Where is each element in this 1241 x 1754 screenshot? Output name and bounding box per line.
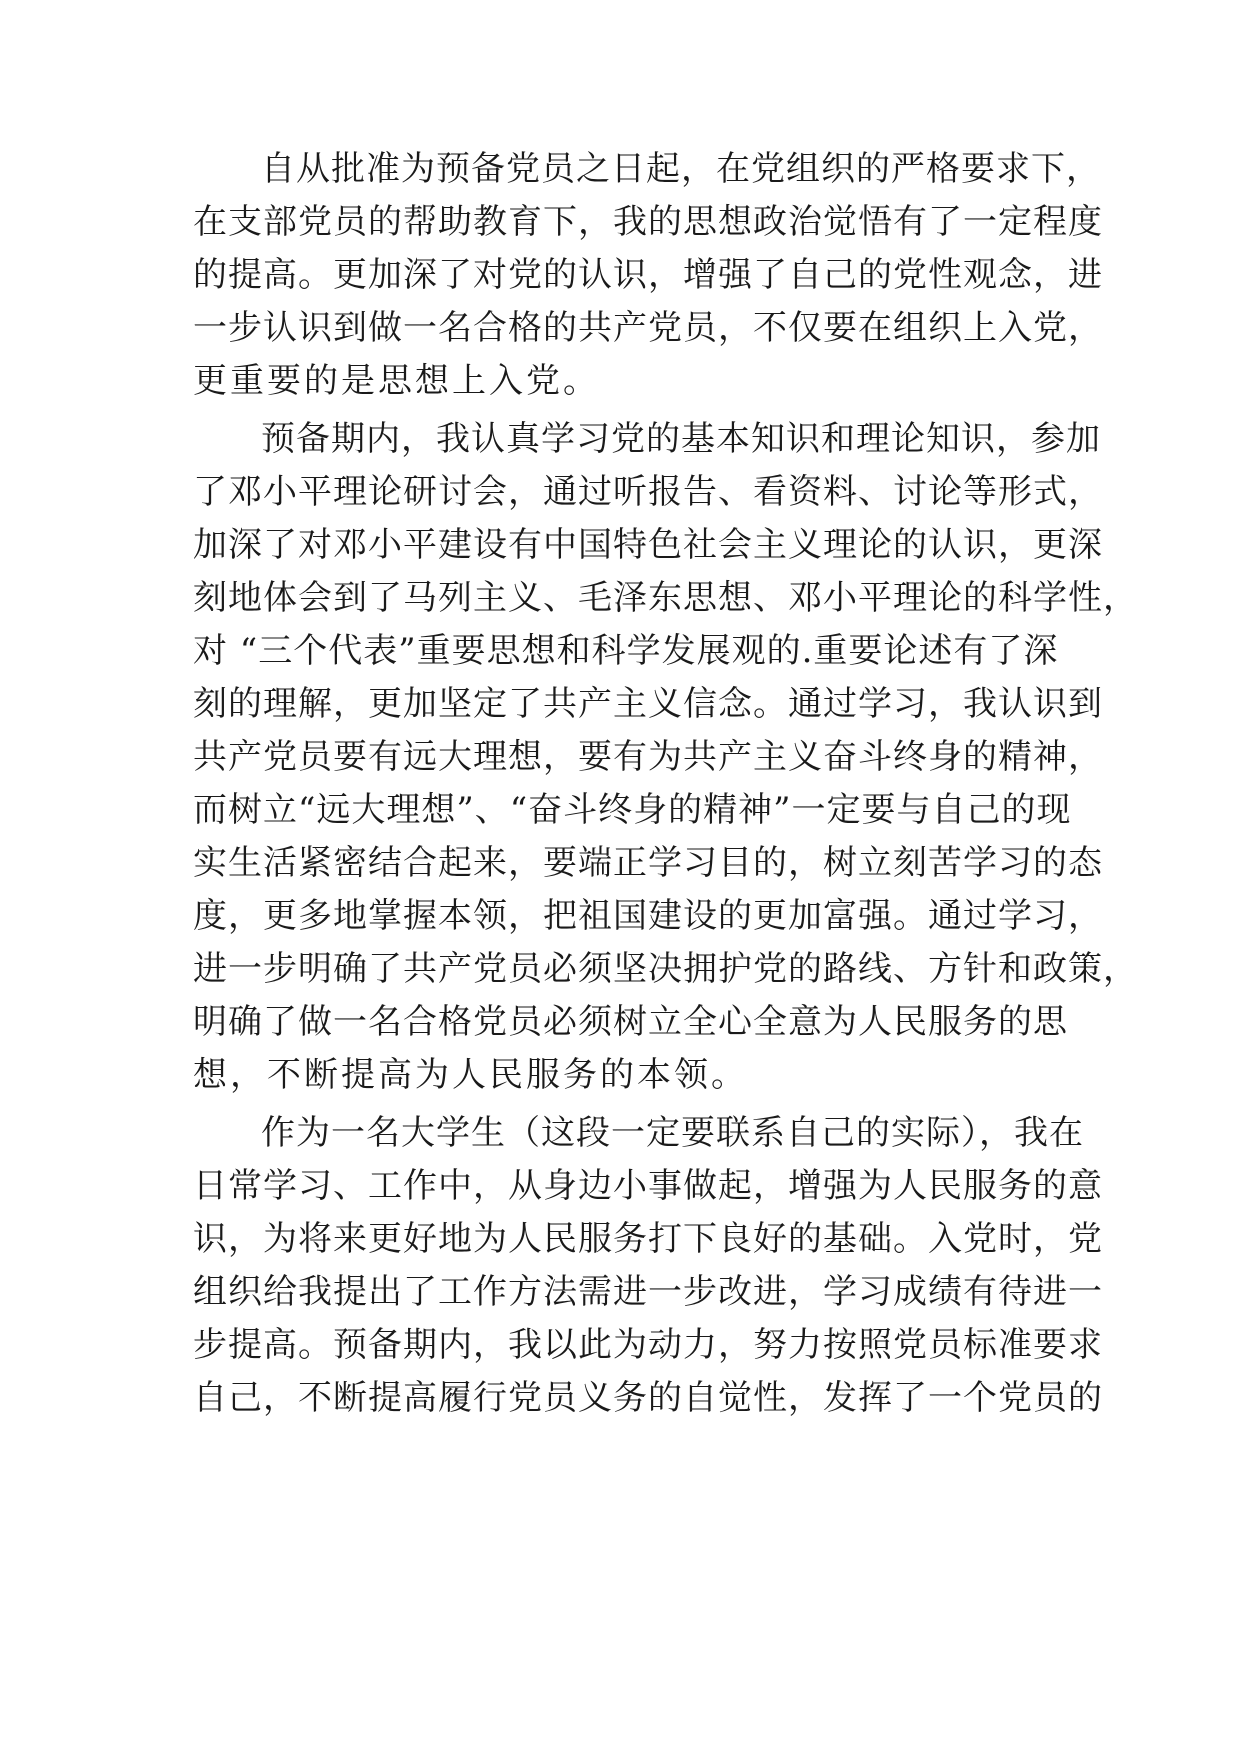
text-line: 进一步明确了共产党员必须坚决拥护党的路线、方针和政策， bbox=[193, 949, 1138, 989]
text-line: 明确了做一名合格党员必须树立全心全意为人民服务的思 bbox=[193, 1002, 1068, 1042]
text-line: 一步认识到做一名合格的共产党员，不仅要在组织上入党， bbox=[193, 308, 1103, 348]
text-line: 日常学习、工作中，从身边小事做起，增强为人民服务的意 bbox=[193, 1166, 1103, 1206]
text-line: 组织给我提出了工作方法需进一步改进，学习成绩有待进一 bbox=[193, 1272, 1103, 1312]
text-line: 了邓小平理论研讨会，通过听报告、看资料、讨论等形式， bbox=[193, 472, 1103, 512]
text-line: 的提高。更加深了对党的认识，增强了自己的党性观念，进 bbox=[193, 255, 1103, 295]
text-line: 更重要的是思想上入党。 bbox=[193, 361, 600, 401]
text-line: 而树立“远大理想”、“奋斗终身的精神”一定要与自己的现 bbox=[193, 790, 1072, 830]
text-line: 度，更多地掌握本领，把祖国建设的更加富强。通过学习， bbox=[193, 896, 1103, 936]
text-line: 加深了对邓小平建设有中国特色社会主义理论的认识，更深 bbox=[193, 525, 1103, 565]
text-line: 自己，不断提高履行党员义务的自觉性，发挥了一个党员的 bbox=[193, 1378, 1103, 1418]
text-line: 预备期内，我认真学习党的基本知识和理论知识，参加 bbox=[261, 419, 1101, 459]
text-line: 刻的理解，更加坚定了共产主义信念。通过学习，我认识到 bbox=[193, 684, 1103, 724]
text-line: 刻地体会到了马列主义、毛泽东思想、邓小平理论的科学性， bbox=[193, 578, 1138, 618]
text-line: 在支部党员的帮助教育下，我的思想政治觉悟有了一定程度 bbox=[193, 202, 1103, 242]
text-line: 实生活紧密结合起来，要端正学习目的，树立刻苦学习的态 bbox=[193, 843, 1103, 883]
text-line: 步提高。预备期内，我以此为动力，努力按照党员标准要求 bbox=[193, 1325, 1103, 1365]
text-line: 共产党员要有远大理想，要有为共产主义奋斗终身的精神， bbox=[193, 737, 1103, 777]
text-line: 作为一名大学生（这段一定要联系自己的实际），我在 bbox=[261, 1113, 1084, 1153]
text-line: 对 “三个代表”重要思想和科学发展观的.重要论述有了深 bbox=[193, 631, 1059, 671]
text-line: 想，不断提高为人民服务的本领。 bbox=[193, 1055, 748, 1095]
text-line: 识，为将来更好地为人民服务打下良好的基础。入党时，党 bbox=[193, 1219, 1103, 1259]
text-line: 自从批准为预备党员之日起，在党组织的严格要求下， bbox=[261, 149, 1101, 189]
